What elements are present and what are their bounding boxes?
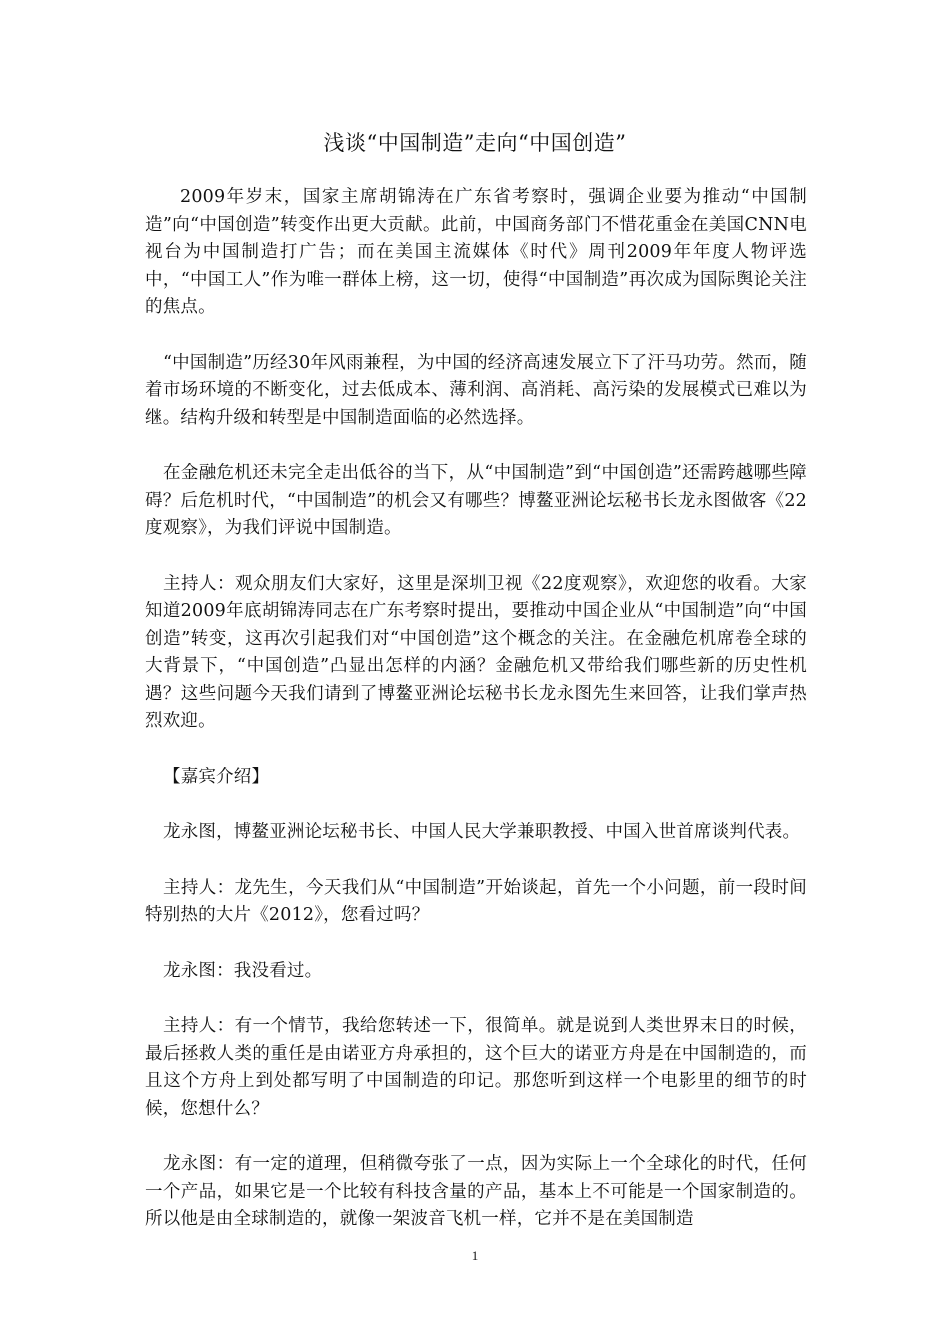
paragraph-guest-bio: 龙永图，博鳌亚洲论坛秘书长、中国人民大学兼职教授、中国入世首席谈判代表。 [163,822,801,842]
page-number: 1 [471,1248,479,1263]
paragraph-guest-answer-1: 龙永图：我没看过。 [163,960,323,981]
paragraph-questions: 在金融危机还未完全走出低谷的当下，从“中国制造”到“中国创造”还需跨越哪些障碍？后危机时代，“中国制造”的机会又有哪些？博鳌亚洲论坛秘书长龙永图做客《22度观察》，为我们评说中国制造。 [145,463,807,538]
paragraph-host-question-2: 主持人：有一个情节，我给您转述一下，很简单。就是说到人类世界末日的时候，最后拯救人类的重任是由诺亚方舟承担的，这个巨大的诺亚方舟是在中国制造的，而且这个方舟上到处都写明了中国制造的印记。那您听到这样一个电影里的细节的时候，您想什么？ [145,1016,807,1119]
document-title: 浅谈“中国制造”走向“中国创造” [323,131,627,155]
paragraph-history: “中国制造”历经30年风雨兼程，为中国的经济高速发展立下了汗马功劳。然而，随着市场环境的不断变化，过去低成本、薄利润、高消耗、高污染的发展模式已难以为继。结构升级和转型是中国制造面临的必然选择。 [145,352,807,428]
paragraph-guest-answer-2: 龙永图：有一定的道理，但稍微夸张了一点，因为实际上一个全球化的时代，任何一个产品，如果它是一个比较有科技含量的产品，基本上不可能是一个国家制造的。所以他是由全球制造的，就像一架波音飞机一样，它并不是在美国制造 [145,1154,807,1229]
paragraph-host-opening: 主持人：观众朋友们大家好，这里是深圳卫视《22度观察》，欢迎您的收看。大家知道2009年底胡锦涛同志在广东考察时提出，要推动中国企业从“中国制造”向“中国创造”转变，这再次引起我们对“中国创造”这个概念的关注。在金融危机席卷全球的大背景下，“中国创造”凸显出怎样的内涵？金融危机又带给我们哪些新的历史性机遇？这些问题今天我们请到了博鳌亚洲论坛秘书长龙永图先生来回答，让我们掌声热烈欢迎。 [145,573,807,731]
paragraph-host-question-1: 主持人：龙先生，今天我们从“中国制造”开始谈起，首先一个小问题，前一段时间特别热的大片《2012》，您看过吗？ [145,877,807,925]
paragraph-intro: 2009年岁末，国家主席胡锦涛在广东省考察时，强调企业要为推动“中国制造”向“中国创造”转变作出更大贡献。此前，中国商务部门不惜花重金在美国CNN电视台为中国制造打广告；而在美国主流媒体《时代》周刊2009年年度人物评选中，“中国工人”作为唯一群体上榜，这一切，使得“中国制造”再次成为国际舆论关注的焦点。 [145,187,807,317]
document-body [145,184,807,1262]
paragraph-guest-intro-heading: 【嘉宾介绍】 [163,766,270,787]
